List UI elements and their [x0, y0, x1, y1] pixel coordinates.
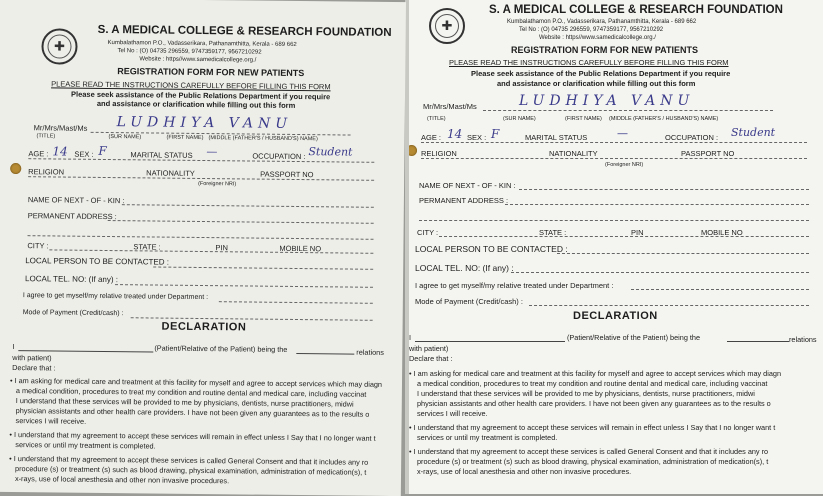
address-label: PERMANENT ADDRESS :	[419, 196, 509, 205]
religion-line	[421, 158, 807, 159]
decl-p3-line-2: procedure (s) or treatment (s) such as blood drawing, physical examination, administration of medication(s), t	[417, 457, 769, 466]
kin-line	[519, 189, 809, 190]
decl-p2-line-1: • I understand that my agreement to accept these services will remain in effect unless I Say that I no longer want t	[409, 423, 776, 432]
age-label: AGE :	[421, 133, 442, 142]
state-label: STATE :	[133, 242, 161, 252]
marital-label: MARITAL STATUS	[525, 133, 588, 142]
age-label: AGE :	[28, 149, 49, 159]
college-phone: Tel No : (O) 04735 296559, 9747359177, 9567210292	[519, 27, 664, 33]
occupation-value: Student	[308, 145, 353, 159]
sex-value: F	[491, 127, 500, 141]
decl-p1-line-5: services I will receive.	[417, 409, 488, 418]
decl-p3-line-1: • I understand that my agreement to accept these services is called General Consent and that it includes any ro	[409, 447, 769, 456]
city-line	[439, 236, 809, 237]
title-sublabel: (TITLE)	[36, 133, 56, 140]
instructions-warning: PLEASE READ THE INSTRUCTIONS CAREFULLY BEFORE FILLING THIS FORM	[449, 58, 729, 67]
address-line-2	[28, 235, 374, 240]
punch-hole	[10, 163, 21, 174]
payment-line	[529, 305, 809, 306]
pin-label: PIN	[631, 228, 644, 237]
mobile-label: MOBILE NO	[279, 243, 322, 254]
firstname-sublabel: (FIRST NAME)	[166, 134, 204, 142]
age-value: 14	[447, 127, 463, 141]
sex-label: SEX :	[74, 149, 94, 159]
decl-p3-line-1: • I understand that my agreement to accept these services is called General Consent and that it includes any ro	[9, 453, 369, 467]
form-photo-left	[0, 0, 406, 496]
occupation-value: Student	[731, 126, 776, 139]
occupation-label: OCCUPATION :	[665, 133, 719, 142]
decl-p3-line-3: x-rays, use of local anesthesia and other non invasive procedures.	[14, 474, 230, 486]
middlename-sublabel: (MIDDLE (FATHER'S / HUSBAND'S) NAME)	[208, 135, 318, 143]
decl-intro-relation: (Patient/Relative of the Patient) being the	[154, 343, 288, 354]
college-name: S. A MEDICAL COLLEGE & RESEARCH FOUNDATION	[489, 4, 783, 16]
decl-p1-line-3: I understand that these services will be provided to me by physicians, dentists, nurse practitioners, midwi	[417, 389, 755, 398]
decl-p3-line-3: x-rays, use of local anesthesia and other non invasive procedures.	[417, 467, 632, 476]
patient-name-value: LUDHIYA VANU	[519, 93, 695, 109]
decl-relationship: relations	[356, 347, 384, 357]
punch-hole	[409, 145, 417, 156]
assist-line-2: and assistance or clarification while filling out this form	[497, 79, 696, 88]
decl-p1-line-2: a medical condition, procedures to treat my condition and routine dental and medical care, including vaccinat	[15, 386, 367, 399]
surname-sublabel: (SUR NAME)	[503, 116, 536, 122]
decl-relation-line	[727, 341, 789, 342]
title-prefix: Mr/Mrs/Mast/Ms	[423, 102, 477, 111]
religion-label: RELIGION	[421, 149, 457, 158]
religion-label: RELIGION	[28, 167, 65, 177]
form-title: REGISTRATION FORM FOR NEW PATIENTS	[117, 66, 305, 79]
college-logo	[429, 8, 465, 44]
title-prefix: Mr/Mrs/Mast/Ms	[33, 123, 88, 133]
local-person-line	[557, 253, 809, 254]
local-tel-label: LOCAL TEL. NO: (If any) :	[415, 263, 514, 273]
decl-relationship: relations	[789, 335, 817, 344]
assist-line-2: and assistance or clarification while filling out this form	[96, 98, 296, 110]
payment-label: Mode of Payment (Credit/cash) :	[22, 309, 124, 318]
firstname-sublabel: (FIRST NAME)	[565, 116, 602, 122]
patient-name-value: LUDHIYA VANU	[116, 114, 293, 132]
decl-intro-i: I	[12, 342, 15, 352]
age-line	[28, 158, 374, 163]
decl-p1-line-2: a medical condition, procedures to treat my condition and routine dental and medical care, including vaccinat	[417, 379, 768, 388]
middlename-sublabel: (MIDDLE (FATHER'S / HUSBAND'S) NAME)	[609, 116, 719, 122]
decl-intro-i: I	[409, 333, 412, 342]
college-logo	[41, 28, 77, 64]
decl-p1-line-5: services I will receive.	[15, 416, 87, 426]
local-tel-line	[115, 284, 373, 288]
address-line-2	[419, 220, 809, 221]
assist-line-1: Please seek assistance of the Public Relations Department if you require	[471, 69, 731, 78]
decl-p1-line-4: physician assistants and other health care providers. I have not been given any guarantees as to the results o	[15, 406, 370, 419]
decl-p2-line-2: services or until my treatment is completed.	[15, 440, 156, 451]
age-line	[421, 142, 807, 143]
decl-p1-line-3: I understand that these services will be provided to me by physicians, dentists, nurse practitioners, midwi	[15, 396, 354, 409]
sex-value: F	[98, 143, 107, 158]
agree-department-label: I agree to get myself/my relative treated under Department :	[415, 281, 614, 290]
address-label: PERMANENT ADDRESS :	[27, 211, 117, 222]
payment-label: Mode of Payment (Credit/cash) :	[415, 297, 523, 306]
local-tel-line	[511, 272, 809, 273]
marital-label: MARITAL STATUS	[130, 150, 193, 160]
city-label: CITY :	[417, 228, 439, 237]
college-address: Kumbalathamon P.O., Vadasserikara, Pathanamthitta, Kerala - 689 662	[507, 19, 697, 25]
college-address: Kumbalathamon P.O., Vadasserikara, Pathanamthitta, Kerala - 689 662	[107, 40, 297, 48]
city-line	[49, 249, 373, 253]
decl-declare-that: Declare that :	[12, 363, 56, 373]
decl-p1-line-1: • I am asking for medical care and treatment at this facility for myself and agree to accept services which may diagn	[409, 369, 782, 378]
city-label: CITY :	[27, 241, 49, 251]
decl-intro-relation: (Patient/Relative of the Patient) being the	[567, 333, 701, 342]
form-title: REGISTRATION FORM FOR NEW PATIENTS	[511, 45, 698, 55]
passport-label: PASSPORT NO	[681, 149, 735, 158]
passport-label: PASSPORT NO	[260, 169, 314, 180]
local-person-label: LOCAL PERSON TO BE CONTACTED :	[25, 256, 170, 267]
surname-sublabel: (SUR NAME)	[108, 134, 142, 141]
college-website: Website : https//www.samedicalcollege.org./	[139, 56, 257, 64]
decl-intro-line	[18, 350, 153, 352]
instructions-warning: PLEASE READ THE INSTRUCTIONS CAREFULLY BEFORE FILLING THIS FORM	[51, 79, 331, 92]
decl-p2-line-2: services or until my treatment is completed.	[417, 433, 558, 442]
agree-department-line	[219, 301, 373, 304]
address-line-1	[505, 204, 809, 205]
sex-label: SEX :	[467, 133, 487, 142]
college-name: S. A MEDICAL COLLEGE & RESEARCH FOUNDATION	[97, 23, 392, 39]
marital-value: —	[617, 127, 628, 140]
agree-department-line	[631, 289, 809, 290]
assist-line-1: Please seek assistance of the Public Relations Department if you require	[70, 89, 331, 102]
medical-emblem-icon: ✚	[435, 14, 459, 38]
local-tel-label: LOCAL TEL. NO: (If any) :	[25, 274, 119, 285]
foreigner-sublabel: (Foreigner NRI)	[198, 180, 237, 188]
declaration-heading: DECLARATION	[161, 320, 247, 334]
decl-declare-that: Declare that :	[409, 354, 453, 363]
mobile-label: MOBILE NO	[701, 228, 743, 237]
age-value: 14	[52, 144, 68, 159]
title-sublabel: (TITLE)	[427, 116, 446, 122]
decl-p3-line-2: procedure (s) or treatment (s) such as blood drawing, physical examination, administration of medication(s), t	[15, 464, 367, 477]
kin-label: NAME OF NEXT - OF - KIN :	[419, 181, 516, 190]
pin-label: PIN	[215, 243, 228, 253]
decl-intro-line	[415, 341, 565, 342]
address-line-1	[108, 220, 374, 224]
declaration-heading: DECLARATION	[573, 310, 658, 322]
college-phone: Tel No : (O) 04735 296559, 9747359177, 9567210292	[117, 48, 262, 56]
decl-p1-line-4: physician assistants and other health care providers. I have not been given any guarantees as to the results o	[417, 399, 771, 408]
nationality-label: NATIONALITY	[549, 149, 598, 158]
decl-p2-line-1: • I understand that my agreement to accept these services will remain in effect unless I Say that I no longer want t	[9, 429, 376, 443]
local-person-line	[153, 266, 373, 269]
marital-value: —	[206, 145, 218, 159]
foreigner-sublabel: (Foreigner NRI)	[605, 162, 644, 168]
occupation-label: OCCUPATION :	[252, 151, 306, 162]
kin-label: NAME OF NEXT - OF - KIN :	[27, 195, 125, 206]
decl-p1-line-1: • I am asking for medical care and treatment at this facility for myself and agree to accept services which may diagn	[9, 376, 383, 389]
kin-line	[122, 204, 374, 208]
decl-with-patient: with patient)	[409, 344, 449, 353]
decl-with-patient: with patient)	[12, 353, 52, 363]
decl-relation-line	[296, 353, 354, 355]
college-website: Website : https//www.samedicalcollege.org./	[539, 35, 656, 41]
name-line	[483, 110, 773, 111]
state-label: STATE :	[539, 228, 567, 237]
form-photo-right	[409, 0, 823, 494]
medical-emblem-icon: ✚	[47, 34, 71, 58]
agree-department-label: I agree to get myself/my relative treated under Department :	[22, 292, 209, 302]
nationality-label: NATIONALITY	[146, 168, 195, 178]
local-person-label: LOCAL PERSON TO BE CONTACTED :	[415, 244, 568, 254]
